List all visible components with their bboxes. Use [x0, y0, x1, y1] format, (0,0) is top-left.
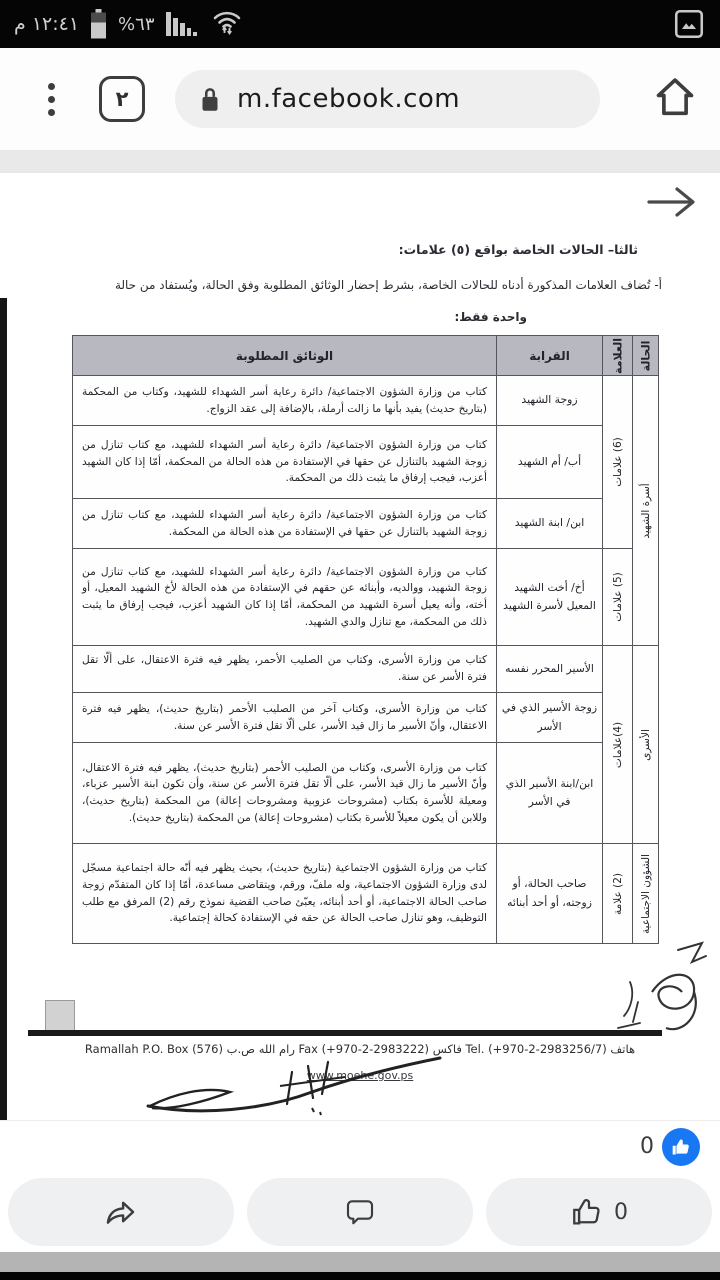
signature-scribble-bottom: [140, 1050, 460, 1120]
home-button[interactable]: [652, 74, 698, 124]
table-row: [73, 743, 659, 844]
webpage-content: [0, 150, 720, 1120]
table-row: [73, 549, 659, 646]
like-button[interactable]: [486, 1178, 712, 1246]
footer-divider: [28, 1030, 662, 1036]
tab-count: ٢: [115, 87, 129, 111]
share-button[interactable]: [8, 1178, 234, 1246]
kinship-cell: زوجة الأسير الذي في الأسر: [497, 693, 603, 743]
share-arrow-icon: [104, 1195, 138, 1229]
like-thumb-icon: [570, 1195, 604, 1229]
marks-group-4: (4)علامات: [603, 646, 633, 844]
system-nav-bar[interactable]: [0, 1252, 720, 1272]
like-reaction-badge[interactable]: [662, 1128, 700, 1166]
browser-menu-icon[interactable]: [48, 83, 55, 116]
table-row: [73, 646, 659, 693]
documents-cell: كتاب من وزارة الأسرى، وكتاب آخر من الصليب الأحمر (بتاريخ حديث)، يظهر فيه فترة الاعتقال، وأنّ الأسير ما زال قيد الأسر، على ألّا تقل فترة الأسر عن سنة.: [73, 693, 497, 743]
post-action-bar: [0, 1172, 720, 1252]
table-header-row: [73, 336, 659, 376]
table-row: [73, 499, 659, 549]
kinship-cell: صاحب الحالة، أو زوجته، أو أحد أبنائه: [497, 844, 603, 944]
doc-intro-tail: واحدة فقط:: [454, 310, 527, 324]
like-button-count: 0: [614, 1199, 628, 1225]
scan-black-edge: [0, 298, 7, 1140]
reaction-count[interactable]: 0: [640, 1134, 654, 1159]
wifi-arrows-icon: [211, 8, 243, 40]
kinship-cell: ابن/ ابنة الشهيد: [497, 499, 603, 549]
table-row: [73, 426, 659, 499]
table-row: [73, 844, 659, 944]
kinship-cell: ابن/ابنة الأسير الذي في الأسر: [497, 743, 603, 844]
home-icon: [659, 80, 692, 113]
battery-percent-text: %٦٣: [118, 13, 155, 35]
kinship-cell: أخ/ أخت الشهيد المعيل لأسرة الشهيد: [497, 549, 603, 646]
marks-group-5: (5) علامات: [603, 549, 633, 646]
table-row: [73, 693, 659, 743]
browser-toolbar: [0, 48, 720, 150]
lock-icon: [197, 84, 223, 114]
website-link-text: www.moehe.gov.ps: [306, 1069, 414, 1082]
header-documents: الوثائق المطلوبة: [73, 336, 497, 376]
thumb-up-icon: [671, 1137, 691, 1157]
documents-cell: كتاب من وزارة الشؤون الاجتماعية/ دائرة رعاية أسر الشهداء للشهيد، وكتاب من المحكمة (بتاريخ حديث) يفيد بأنها ما زالت أرملة، بالإضافة إلى عقد الزواج.: [73, 376, 497, 426]
case-group-prisoners: الأسرى: [633, 646, 659, 844]
kinship-cell: زوجة الشهيد: [497, 376, 603, 426]
header-case: الحالة: [633, 336, 659, 376]
battery-icon: [89, 9, 108, 39]
url-text: m.facebook.com: [237, 84, 461, 114]
stamp-mark: [45, 1000, 75, 1032]
forward-arrow-icon[interactable]: [645, 183, 699, 221]
marks-group-2: (2) علامة: [603, 844, 633, 944]
signal-bars-icon: [165, 10, 201, 38]
documents-cell: كتاب من وزارة الشؤون الاجتماعية (بتاريخ حديث)، بحيث يظهر فيه أنّه حالة اجتماعية مسجّل لدى وزارة الشؤون الاجتماعية، وله ملفّ، ورقم، ويتقاضى مساعدة، أمّا إذا كان المتقدّم زوجة صاحب الحالة الاجتماعية، أو أحد أبنائه، يعبّئ صاحب القضية نموذج رقم (2) المرفق مع طلب التوظيف، وهو تنازل صاحب الحالة عن حقه في الإستفادة كحالة إجتماعية.: [73, 844, 497, 944]
documents-cell: كتاب من وزارة الشؤون الاجتماعية/ دائرة رعاية أسر الشهداء للشهيد، مع كتاب تنازل من زوجة الشهيد بالتنازل عن حقها في الإستفادة من هذه الحالة من المحكمة.: [73, 499, 497, 549]
header-marks: العلامة: [603, 336, 633, 376]
footer-contact-text: Ramallah P.O. Box (576) رام الله ص.ب Fax (+970-2-2983222) فاكس Tel. (+970-2-2983256/7) هاتف: [84, 1042, 636, 1056]
doc-section-title: ثالثا– الحالات الخاصة بواقع (٥) علامات:: [398, 242, 638, 257]
url-bar[interactable]: [175, 70, 600, 128]
kinship-cell: أب/ أم الشهيد: [497, 426, 603, 499]
table-row: [73, 376, 659, 426]
documents-cell: كتاب من وزارة الأسرى، وكتاب من الصليب الأحمر، يظهر فيه فترة الاعتقال، على ألّا تقل فترة الأسر عن سنة.: [73, 646, 497, 693]
header-kinship: القرابة: [497, 336, 603, 376]
case-group-martyr-family: أسرة الشهيد: [633, 376, 659, 646]
requirements-table: [72, 335, 659, 944]
kinship-cell: الأسير المحرر نفسه: [497, 646, 603, 693]
documents-cell: كتاب من وزارة الأسرى، وكتاب من الصليب الأحمر (بتاريخ حديث)، يظهر فيه فترة الاعتقال، وأنّ الأسير ما زال قيد الأسر، على ألّا تقل فترة الأسر عن سنة، وأن تكون ابنة الأسير عزباء، ومعيلة للأسرة بكتاب (مشروحات عزوبية ومشروحات إعالة) من المحكمة (بتاريخ حديث)، وللابن أن يكون معيلاً للأسرة بكتاب (مشروحات إعالة) من المحكمة (بتاريخ حديث).: [73, 743, 497, 844]
doc-intro-text: أ- تُضاف العلامات المذكورة أدناه للحالات الخاصة، بشرط إحضار الوثائق المطلوبة وفق الحالة، ويُستفاد من حالة: [114, 278, 662, 292]
tab-switcher-button[interactable]: [99, 76, 145, 122]
marks-group-6: (6) علامات: [603, 376, 633, 549]
image-notification-icon: [672, 7, 706, 41]
screen-bottom-edge: [0, 1272, 720, 1280]
reaction-summary-row: [0, 1120, 720, 1172]
comment-bubble-icon: [344, 1196, 376, 1228]
signature-scribble-right: [560, 940, 710, 1040]
case-group-social-affairs: الشؤون الاجتماعية: [633, 844, 659, 944]
clock-text: ١٢:٤١ م: [14, 13, 80, 35]
status-bar: [0, 0, 720, 48]
status-left-cluster: [14, 8, 243, 40]
documents-cell: كتاب من وزارة الشؤون الاجتماعية/ دائرة رعاية أسر الشهداء للشهيد، مع كتاب تنازل من زوجة الشهيد، ووالديه، وأبنائه عن حقهم في الإستفادة من هذه الحالة لأخ الشهيد المعيل، أو أخته، وأنه يعيل أسرة الشهيد من المحكمة، أمّا إذا كان الشهيد أعزب، فيجب إرفاق ما يثبت ذلك من المحكمة، مع تنازل والدي الشهيد.: [73, 549, 497, 646]
comment-button[interactable]: [247, 1178, 473, 1246]
page-top-strip: [0, 150, 720, 173]
documents-cell: كتاب من وزارة الشؤون الاجتماعية/ دائرة رعاية أسر الشهداء للشهيد، مع كتاب تنازل من زوجة الشهيد بالتنازل عن حقها في الإستفادة من هذه الحالة من المحكمة، أمّا إذا كان الشهيد أعزب، فيجب إرفاق ما يثبت ذلك من المحكمة.: [73, 426, 497, 499]
